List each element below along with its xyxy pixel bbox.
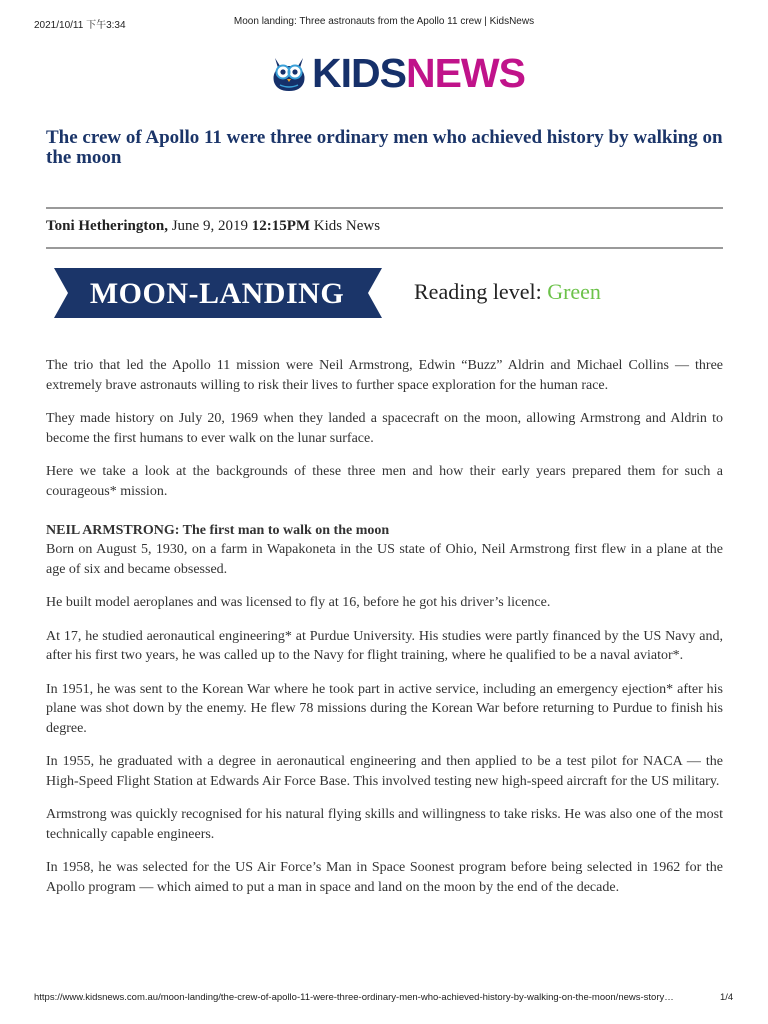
section-paragraph: At 17, he studied aeronautical engineering* at Purdue University. His studies were partly financed by the US Navy and, after his first two years, he was called up to the Navy for flight training, where he qualified to be a naval aviator*. <box>46 628 723 663</box>
print-page-number: 1/4 <box>720 992 734 1003</box>
byline-date: June 9, 2019 <box>171 218 248 234</box>
owl-icon <box>270 52 308 92</box>
logo-kids: KIDS <box>312 50 406 96</box>
section-paragraph: In 1951, he was sent to the Korean War where he took part in active service, including an emergency ejection* after his plane was shot down by the enemy. He flew 78 missions during the Korean War before returning to Purdue to finish his degree. <box>46 681 723 736</box>
reading-level-value: Green <box>547 279 601 304</box>
kidsnews-logo[interactable] <box>0 50 768 100</box>
logo-wordmark <box>312 50 525 96</box>
reading-level-label: Reading level: <box>414 279 542 304</box>
print-footer <box>0 992 768 1006</box>
article-body <box>46 356 723 911</box>
section-paragraph: Armstrong was quickly recognised for his natural flying skills and willingness to take risks. He was also one of the most technically capable engineers. <box>46 807 723 842</box>
logo-news: NEWS <box>405 50 525 96</box>
byline-author[interactable]: Toni Hetherington, <box>46 218 168 234</box>
intro-paragraph: The trio that led the Apollo 11 mission were Neil Armstrong, Edwin “Buzz” Aldrin and Michael Collins — three extremely brave astronauts willing to risk their lives to further space exploration for the human race. <box>46 358 723 393</box>
print-page-title: Moon landing: Three astronauts from the Apollo 11 crew | KidsNews <box>233 16 535 27</box>
topic-banner[interactable]: MOON-LANDING <box>89 277 345 310</box>
reading-level <box>414 279 601 305</box>
section-paragraph: In 1958, he was selected for the US Air Force’s Man in Space Soonest program before being selected in 1962 for the Apollo program — which aimed to put a man in space and land on the moon by the end of the decade. <box>46 860 723 895</box>
print-date: 2021/10/11 下午3:34 <box>34 20 126 31</box>
byline-time: 12:15PM <box>251 218 311 234</box>
section-heading: NEIL ARMSTRONG: The first man to walk on the moon <box>46 523 390 538</box>
intro-paragraph: They made history on July 20, 1969 when they landed a spacecraft on the moon, allowing Armstrong and Aldrin to become the first humans to ever walk on the lunar surface. <box>46 411 723 446</box>
section-paragraph: In 1955, he graduated with a degree in aeronautical engineering and then applied to be a test pilot for NACA — the High-Speed Flight Station at Edwards Air Force Base. This involved testing new high-speed aircraft for the US military. <box>46 754 723 789</box>
print-url: https://www.kidsnews.com.au/moon-landing/the-crew-of-apollo-11-were-three-ordinary-men-who-achieved-history-by-walking-on-the-moon/news-story… <box>34 992 674 1003</box>
section-paragraph: He built model aeroplanes and was licensed to fly at 16, before he got his driver’s licence. <box>46 595 551 610</box>
section-paragraph: Born on August 5, 1930, on a farm in Wapakoneta in the US state of Ohio, Neil Armstrong first flew in a plane at the age of six and became obsessed. <box>46 542 723 577</box>
divider-top <box>46 207 723 209</box>
divider-bottom <box>46 247 723 249</box>
byline-source: Kids News <box>313 218 381 234</box>
article-headline: The crew of Apollo 11 were three ordinary men who achieved history by walking on the moon <box>46 127 723 168</box>
byline <box>46 218 380 235</box>
intro-paragraph: Here we take a look at the backgrounds of these three men and how their early years prepared them for such a courageous* mission. <box>46 464 723 499</box>
print-header <box>0 16 768 32</box>
